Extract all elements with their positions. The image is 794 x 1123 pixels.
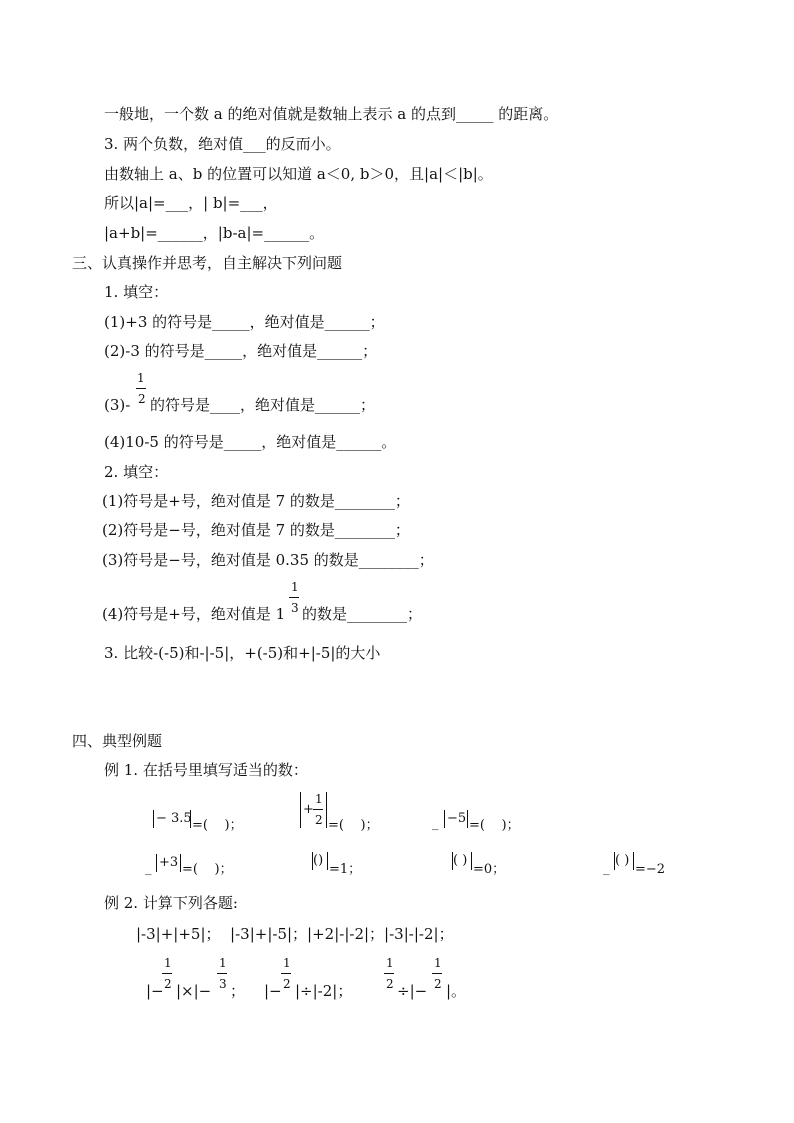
sign: + — [303, 802, 314, 817]
fraction-numerator: 1 — [164, 956, 172, 970]
abs-bar-left — [156, 854, 157, 872]
fraction-denominator: 2 — [434, 977, 442, 991]
fraction-numerator: 1 — [283, 956, 291, 970]
abs-content: ( ) — [615, 853, 630, 868]
fraction-numerator: 1 — [291, 580, 299, 594]
expression-result: =( )； — [469, 818, 520, 833]
abs-bar-right — [471, 852, 472, 870]
question-item: (3)符号是−号，绝对值是 0.35 的数是________； — [102, 551, 434, 569]
abs-bar-right — [180, 854, 181, 872]
abs-bar-left — [300, 792, 301, 828]
expression-part: |÷|-2|； — [295, 982, 353, 1000]
abs-bar-right — [190, 810, 191, 828]
expression-part: |− — [264, 982, 282, 1000]
question-item: (4)10-5 的符号是_____，绝对值是______。 — [104, 433, 397, 451]
fraction-numerator: 1 — [315, 792, 323, 806]
example-title: 例 1. 在括号里填写适当的数： — [104, 761, 308, 779]
fraction-bar — [281, 973, 291, 974]
question-item-suffix: 的符号是____，绝对值是______； — [150, 396, 376, 414]
fraction-numerator: 1 — [386, 956, 394, 970]
expression-result: =−2 — [635, 862, 666, 877]
expression-result: =0； — [473, 862, 506, 877]
abs-bar-right — [326, 792, 327, 828]
text-line: 一般地，一个数 a 的绝对值就是数轴上表示 a 的点到_____ 的距离。 — [104, 105, 559, 123]
fraction-denominator: 2 — [164, 977, 172, 991]
expression-result: =( )； — [328, 818, 379, 833]
question-title: 2. 填空： — [104, 463, 169, 481]
fraction-numerator: 1 — [137, 371, 145, 385]
question-item-suffix: 的数是________； — [302, 605, 423, 623]
question-title: 1. 填空： — [104, 283, 169, 301]
blank: _ — [603, 861, 610, 876]
abs-bar-right — [467, 810, 468, 828]
text-line: 3. 两个负数，绝对值___的反而小。 — [104, 135, 341, 153]
fraction-denominator: 3 — [219, 977, 227, 991]
fraction-denominator: 2 — [138, 392, 146, 406]
expression-part: |。 — [446, 982, 467, 1000]
abs-bar-right — [633, 852, 634, 870]
fraction-denominator: 3 — [291, 601, 299, 615]
question-item: (2)符号是−号，绝对值是 7 的数是________； — [102, 521, 410, 539]
expression-result: =1； — [329, 862, 362, 877]
abs-content: − 3.5 — [156, 811, 192, 826]
expression-part: |− — [146, 982, 164, 1000]
fraction-denominator: 2 — [283, 977, 291, 991]
text-line: 由数轴上 a、b 的位置可以知道 a＜0, b＞0，且|a|＜|b|。 — [104, 165, 493, 183]
expression-part: ； — [230, 982, 246, 1000]
abs-bar-right — [327, 852, 328, 870]
blank: _ — [432, 816, 439, 831]
fraction-bar — [162, 973, 172, 974]
fraction-bar — [432, 973, 442, 974]
section-heading: 三、认真操作并思考，自主解决下列问题 — [72, 254, 343, 272]
text-line: |a+b|=______，|b-a|=______。 — [104, 224, 325, 242]
question-title: 3. 比较-(-5)和-|-5|，+(-5)和+|-5|的大小 — [104, 644, 381, 662]
question-item: (1)符号是+号，绝对值是 7 的数是________； — [102, 492, 410, 510]
fraction-bar — [313, 809, 323, 810]
fraction-bar — [217, 973, 227, 974]
question-item-prefix: (4)符号是+号，绝对值是 1 — [102, 605, 286, 623]
text-line: 所以|a|=___，| b|=___， — [104, 194, 278, 212]
expression-part: ÷|− — [397, 982, 428, 1000]
fraction-denominator: 2 — [386, 977, 394, 991]
abs-content: −5 — [447, 811, 467, 826]
abs-bar-left — [153, 810, 154, 828]
expression-part: |×|− — [176, 982, 212, 1000]
abs-content: +3 — [159, 855, 179, 870]
abs-content: () — [313, 853, 324, 868]
expression-result: =( )； — [182, 862, 233, 877]
fraction-numerator: 1 — [434, 956, 442, 970]
fraction-bar — [136, 388, 146, 389]
question-item: (2)-3 的符号是_____，绝对值是______； — [104, 342, 378, 360]
section-heading: 四、典型例题 — [72, 732, 163, 750]
expression-line: |-3|+|+5|； |-3|+|-5|；|+2|-|-2|；|-3|-|-2|； — [136, 925, 454, 943]
abs-bar-left — [444, 810, 445, 828]
fraction-bar — [384, 973, 394, 974]
fraction-numerator: 1 — [219, 956, 227, 970]
abs-content: ( ) — [453, 853, 468, 868]
fraction-denominator: 2 — [315, 813, 323, 827]
expression-result: =( )； — [192, 818, 243, 833]
question-item-prefix: (3)- — [104, 396, 131, 414]
blank: _ — [145, 861, 152, 876]
question-item: (1)+3 的符号是_____，绝对值是______； — [104, 313, 385, 331]
fraction-bar — [289, 597, 299, 598]
example-title: 例 2. 计算下列各题: — [104, 894, 238, 912]
